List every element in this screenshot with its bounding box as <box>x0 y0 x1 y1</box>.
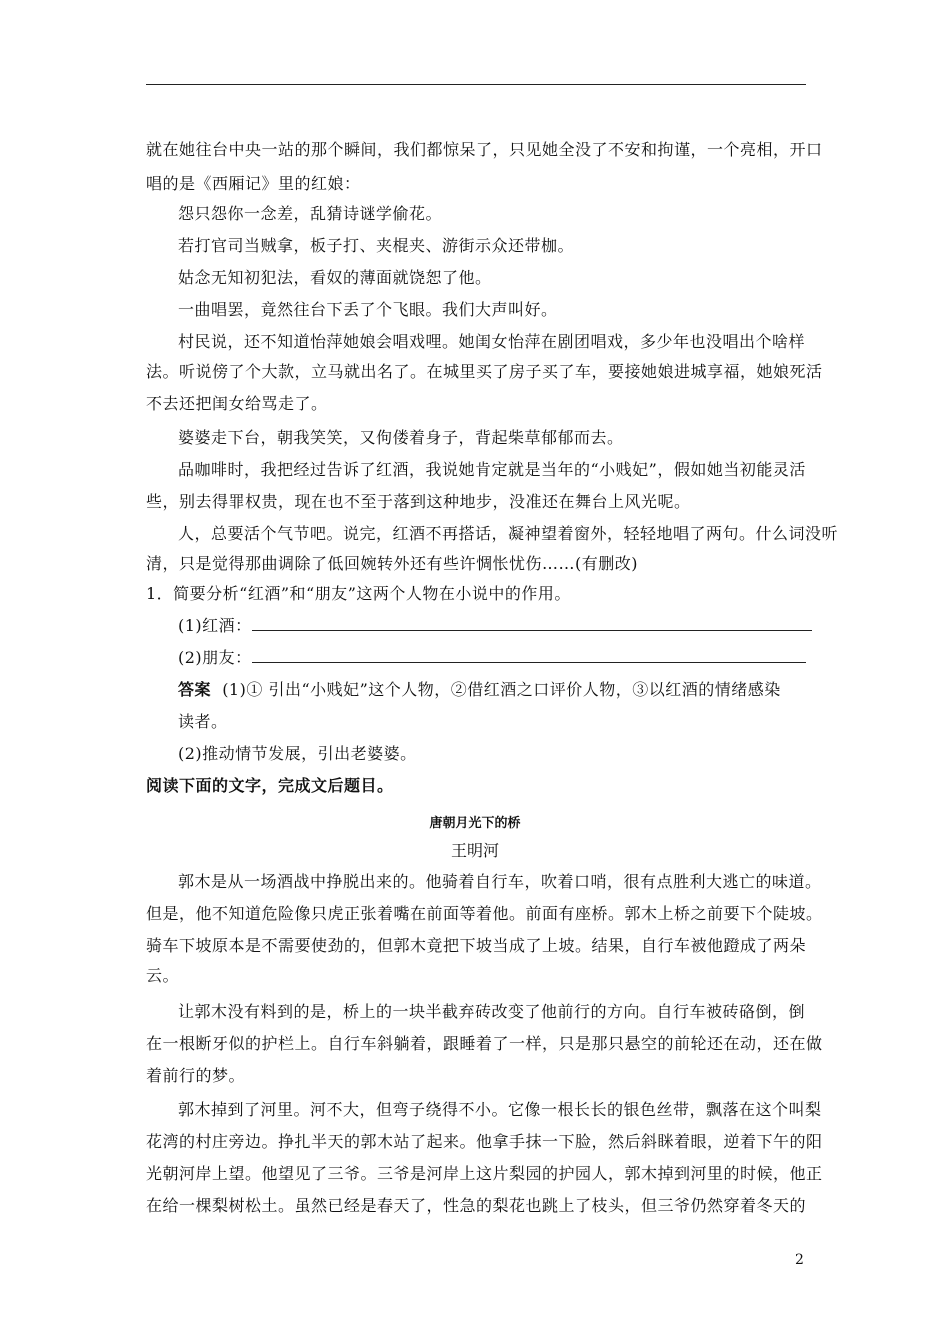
paragraph-line: 法。听说傍了个大款，立马就出名了。在城里买了房子买了车，要接她娘进城享福，她娘死活 <box>146 362 823 381</box>
lyric-line: 若打官司当贼拿，板子打、夹棍夹、游街示众还带枷。 <box>178 236 575 255</box>
lyric-line: 姑念无知初犯法，看奴的薄面就饶恕了他。 <box>178 268 492 287</box>
question-item-2-label: (2)朋友： <box>178 648 252 667</box>
story-line: 在一根断牙似的护栏上。自行车斜躺着，跟睡着了一样，只是那只悬空的前轮还在动，还在做 <box>146 1034 823 1053</box>
story-line: 云。 <box>146 966 180 985</box>
story-line: 郭木是从一场酒战中挣脱出来的。他骑着自行车，吹着口哨，很有点胜利大逃亡的味道。 <box>178 872 822 891</box>
answer-blank-1[interactable] <box>252 616 812 631</box>
story-line: 郭木掉到了河里。河不大，但弯子绕得不小。它像一根长长的银色丝带，飘落在这个叫梨 <box>178 1100 822 1119</box>
page-number: 2 <box>795 1252 804 1268</box>
paragraph-line: 就在她往台中央一站的那个瞬间，我们都惊呆了，只见她全没了不安和拘谨，一个亮相，开口 <box>146 140 823 159</box>
question-item-1 <box>178 616 812 636</box>
answer-blank-2[interactable] <box>252 648 806 663</box>
story-line: 光朝河岸上望。他望见了三爷。三爷是河岸上这片梨园的护园人，郭木掉到河里的时候，他正 <box>146 1164 823 1183</box>
story-line: 骑车下坡原本是不需要使劲的，但郭木竟把下坡当成了上坡。结果，自行车被他蹬成了两朵 <box>146 936 807 955</box>
paragraph-line: 婆婆走下台，朝我笑笑，又佝偻着身子，背起柴草郁郁而去。 <box>178 428 624 447</box>
paragraph-line: 清，只是觉得那曲调除了低回婉转外还有些许惆怅忧伤……(有删改) <box>146 554 638 573</box>
paragraph-line: 一曲唱罢，竟然往台下丢了个飞眼。我们大声叫好。 <box>178 300 558 319</box>
paragraph-line: 些，别去得罪权贵，现在也不至于落到这种地步，没准还在舞台上风光呢。 <box>146 492 691 511</box>
answer-label: 答案 <box>178 680 212 699</box>
question-item-2 <box>178 648 806 668</box>
story-author: 王明河 <box>450 841 499 860</box>
story-line: 着前行的梦。 <box>146 1066 246 1085</box>
answer-line-2: 读者。 <box>178 712 228 731</box>
answer-line-3: (2)推动情节发展，引出老婆婆。 <box>178 744 417 763</box>
lyric-line: 怨只怨你一念差，乱猜诗谜学偷花。 <box>178 204 443 223</box>
story-line: 但是，他不知道危险像只虎正张着嘴在前面等着他。前面有座桥。郭木上桥之前要下个陡坡。 <box>146 904 823 923</box>
paragraph-line: 唱的是《西厢记》里的红娘： <box>146 174 361 193</box>
story-line: 让郭木没有料到的是，桥上的一块半截弃砖改变了他前行的方向。自行车被砖硌倒，倒 <box>178 1002 806 1021</box>
question-stem: 1．简要分析“红酒”和“朋友”这两个人物在小说中的作用。 <box>146 584 571 603</box>
paragraph-line: 品咖啡时，我把经过告诉了红酒，我说她肯定就是当年的“小贱妃”，假如她当初能灵活 <box>178 460 806 479</box>
paragraph-line: 村民说，还不知道怡萍她娘会唱戏哩。她闺女怡萍在剧团唱戏，多少年也没唱出个啥样 <box>178 332 806 351</box>
question-item-1-label: (1)红酒： <box>178 616 252 635</box>
story-line: 花湾的村庄旁边。挣扎半天的郭木站了起来。他拿手抹一下脸，然后斜眯着眼，逆着下午的阳 <box>146 1132 823 1151</box>
story-line: 在给一棵梨树松土。虽然已经是春天了，性急的梨花也跳上了枝头，但三爷仍然穿着冬天的 <box>146 1196 807 1215</box>
header-rule <box>146 84 806 85</box>
reading-instruction: 阅读下面的文字，完成文后题目。 <box>146 776 394 795</box>
answer-text-1: (1)① 引出“小贱妃”这个人物，②借红酒之口评价人物，③以红酒的情绪感染 <box>222 680 781 699</box>
story-title: 唐朝月光下的桥 <box>429 816 521 831</box>
answer-line-1 <box>178 680 781 700</box>
paragraph-line: 人，总要活个气节吧。说完，红酒不再搭话，凝神望着窗外，轻轻地唱了两句。什么词没听 <box>178 524 839 543</box>
paragraph-line: 不去还把闺女给骂走了。 <box>146 394 328 413</box>
